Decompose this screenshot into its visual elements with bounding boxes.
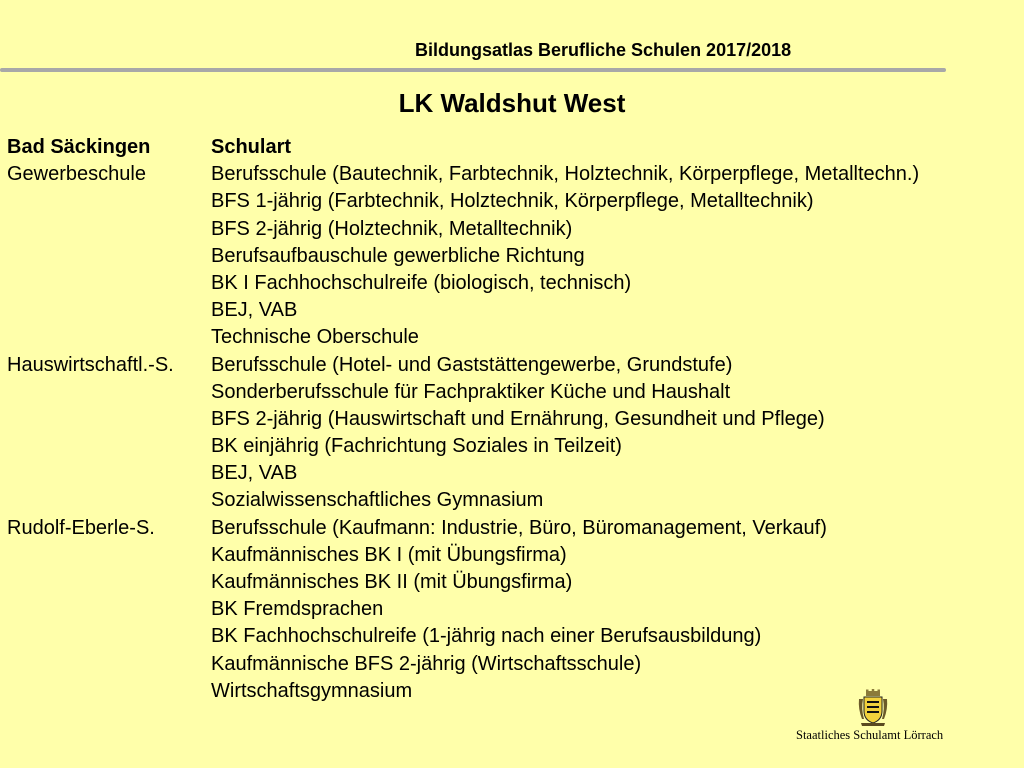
school-type: BEJ, VAB — [211, 462, 298, 485]
page-title: LK Waldshut West — [398, 88, 626, 118]
school-type: Sonderberufsschule für Fachpraktiker Küche und Haushalt — [211, 380, 731, 403]
school-type: Berufsschule (Kaufmann: Industrie, Büro, Büromanagement, Verkauf) — [211, 516, 827, 539]
table-row — [0, 270, 1024, 297]
school-type: Berufsschule (Hotel- und Gaststättengewerbe, Grundstufe) — [211, 353, 733, 376]
school-type: BFS 1-jährig (Farbtechnik, Holztechnik, Körperpflege, Metalltechnik) — [211, 190, 814, 213]
table-row — [0, 542, 1024, 569]
table-row — [0, 379, 1024, 406]
school-type: Kaufmännisches BK II (mit Übungsfirma) — [211, 571, 573, 593]
schools-table — [0, 134, 1024, 705]
header-title: Bildungsatlas Berufliche Schulen 2017/2018 — [415, 40, 792, 60]
school-type: BK einjährig (Fachrichtung Soziales in Teilzeit) — [211, 435, 622, 458]
location-label: Bad Säckingen — [7, 136, 151, 158]
school-name: Rudolf-Eberle-S. — [7, 516, 155, 539]
table-row — [0, 216, 1024, 243]
table-row — [0, 623, 1024, 650]
table-row — [0, 651, 1024, 678]
table-header-row — [0, 134, 1024, 161]
table-row — [0, 487, 1024, 514]
school-type: Wirtschaftsgymnasium — [211, 679, 413, 702]
school-type: Kaufmännisches BK I (mit Übungsfirma) — [211, 543, 567, 566]
table-row — [0, 406, 1024, 433]
footer-organization: Staatliches Schulamt Lörrach — [796, 728, 944, 742]
table-row — [0, 352, 1024, 379]
column-header-schulart: Schulart — [211, 136, 292, 158]
table-row — [0, 569, 1024, 596]
school-type: BK Fachhochschulreife (1-jährig nach einer Berufsausbildung) — [211, 625, 762, 648]
table-row — [0, 515, 1024, 542]
school-name: Gewerbeschule — [7, 163, 146, 186]
table-row — [0, 460, 1024, 487]
school-type: Technische Oberschule — [211, 326, 419, 349]
baden-wuerttemberg-crest-icon — [858, 689, 888, 727]
table-body — [0, 161, 1024, 705]
school-type: Berufsschule (Bautechnik, Farbtechnik, Holztechnik, Körperpflege, Metalltechn.) — [211, 163, 920, 186]
school-type: BEJ, VAB — [211, 299, 298, 322]
table-row — [0, 297, 1024, 324]
header-divider — [0, 68, 946, 72]
table-row — [0, 188, 1024, 215]
school-type: Sozialwissenschaftliches Gymnasium — [211, 489, 544, 512]
school-type: BFS 2-jährig (Holztechnik, Metalltechnik) — [211, 217, 573, 240]
school-type: BFS 2-jährig (Hauswirtschaft und Ernährung, Gesundheit und Pflege) — [211, 407, 825, 430]
school-name: Hauswirtschaftl.-S. — [7, 353, 174, 376]
table-row — [0, 433, 1024, 460]
table-row — [0, 324, 1024, 351]
table-row — [0, 243, 1024, 270]
school-type: Kaufmännische BFS 2-jährig (Wirtschaftsschule) — [211, 652, 642, 675]
school-type: BK Fremdsprachen — [211, 598, 384, 621]
table-row — [0, 596, 1024, 623]
table-row — [0, 161, 1024, 188]
school-type: Berufsaufbauschule gewerbliche Richtung — [211, 244, 585, 267]
school-type: BK I Fachhochschulreife (biologisch, technisch) — [211, 271, 632, 294]
